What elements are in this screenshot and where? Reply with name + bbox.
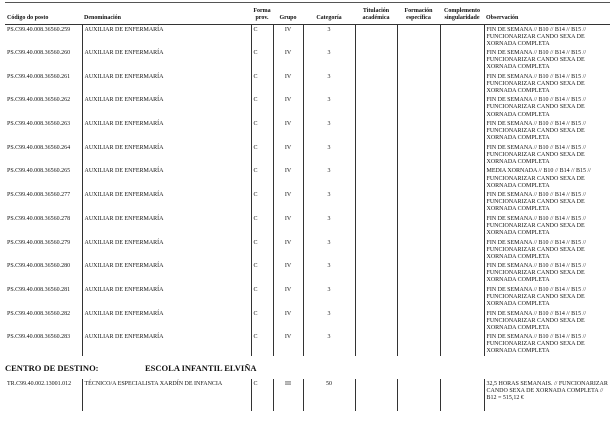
cell-categoria: 3 [303, 24, 355, 48]
cell-position-code: PS.C99.40.008.36560.280 [7, 263, 71, 270]
table-row [5, 238, 610, 262]
table-row [5, 24, 610, 48]
cell-formacion [397, 143, 440, 167]
cell-forma-prov: C [251, 285, 273, 309]
table-row [5, 48, 610, 72]
cell-categoria: 3 [303, 332, 355, 356]
cell-categoria: 50 [303, 379, 355, 411]
cell-complemento [440, 72, 484, 96]
header-categoria: Categoría [303, 7, 355, 24]
cell-forma-prov: C [251, 143, 273, 167]
header-grupo: Grupo [273, 7, 303, 24]
table-row [5, 119, 610, 143]
cell-complemento [440, 24, 484, 48]
cell-forma-prov: C [251, 166, 273, 190]
cell-complemento [440, 285, 484, 309]
cell-forma-prov: C [251, 95, 273, 119]
table-row [5, 72, 610, 96]
cell-titulacion [355, 309, 397, 333]
table-row [5, 95, 610, 119]
cell-complemento [440, 190, 484, 214]
cell-grupo: IV [273, 309, 303, 333]
cell-complemento [440, 143, 484, 167]
cell-forma-prov: C [251, 332, 273, 356]
cell-categoria: 3 [303, 48, 355, 72]
cell-formacion [397, 332, 440, 356]
cell-forma-prov: C [251, 238, 273, 262]
cell-titulacion [355, 119, 397, 143]
header-formacion-line1: Formación [404, 8, 433, 14]
cell-position-code: PS.C99.40.008.36560.282 [7, 310, 71, 317]
cell-position-code: PS.C99.40.008.36560.265 [7, 168, 71, 175]
cell-complemento [440, 48, 484, 72]
cell-denomination: AUXILIAR DE ENFERMARÍA [82, 285, 251, 309]
cell-grupo: IV [273, 119, 303, 143]
cell-denomination: AUXILIAR DE ENFERMARÍA [82, 119, 251, 143]
header-complemento-line1: Complemento [444, 8, 480, 14]
cell-forma-prov: C [251, 119, 273, 143]
cell-grupo: IV [273, 95, 303, 119]
cell-grupo: IV [273, 190, 303, 214]
cell-categoria: 3 [303, 238, 355, 262]
cell-categoria: 3 [303, 309, 355, 333]
cell-observacion: FIN DE SEMANA // B10 // B14 // B15 // FUNCIONARIZAR CANDO SEXA DE XORNADA COMPLETA [484, 119, 610, 143]
cell-titulacion [355, 214, 397, 238]
cell-observacion: 32,5 HORAS SEMANAIS. // FUNCIONARIZAR CANDO SEXA DE XORNADA COMPLETA // B12 = 515,12 € [484, 379, 610, 411]
cell-titulacion [355, 166, 397, 190]
cell-observacion: FIN DE SEMANA // B10 // B14 // B15 // FUNCIONARIZAR CANDO SEXA DE XORNADA COMPLETA [484, 214, 610, 238]
cell-denomination: AUXILIAR DE ENFERMARÍA [82, 166, 251, 190]
cell-position-code: PS.C99.40.008.36560.264 [7, 144, 71, 151]
cell-denomination: AUXILIAR DE ENFERMARÍA [82, 95, 251, 119]
table-row [5, 190, 610, 214]
header-forma-line1: Forma [253, 8, 271, 14]
cell-forma-prov: C [251, 48, 273, 72]
cell-categoria: 3 [303, 261, 355, 285]
cell-formacion [397, 72, 440, 96]
cell-titulacion [355, 238, 397, 262]
cell-position-code: PS.C99.40.008.36560.260 [7, 50, 71, 57]
cell-denomination: AUXILIAR DE ENFERMARÍA [82, 261, 251, 285]
cell-forma-prov: C [251, 214, 273, 238]
cell-forma-prov: C [251, 379, 273, 411]
cell-grupo: IV [273, 72, 303, 96]
positions-table [5, 7, 610, 356]
cell-denomination: AUXILIAR DE ENFERMARÍA [82, 24, 251, 48]
cell-grupo: IV [273, 166, 303, 190]
cell-formacion [397, 24, 440, 48]
cell-formacion [397, 309, 440, 333]
cell-position-code: PS.C99.40.008.36560.262 [7, 97, 71, 104]
cell-observacion: FIN DE SEMANA // B10 // B14 // B15 // FUNCIONARIZAR CANDO SEXA DE XORNADA COMPLETA [484, 238, 610, 262]
header-denominacion: Denominación [82, 7, 251, 24]
table-row [5, 332, 610, 356]
cell-complemento [440, 238, 484, 262]
cell-forma-prov: C [251, 309, 273, 333]
cell-formacion [397, 214, 440, 238]
cell-formacion [397, 379, 440, 411]
cell-titulacion [355, 379, 397, 411]
header-codigo: Código do posto [5, 7, 82, 24]
cell-titulacion [355, 24, 397, 48]
cell-complemento [440, 379, 484, 411]
cell-position-code: PS.C99.40.008.36560.279 [7, 239, 71, 246]
header-formacion-line2: específica [406, 14, 431, 21]
cell-formacion [397, 48, 440, 72]
cell-formacion [397, 166, 440, 190]
cell-categoria: 3 [303, 119, 355, 143]
cell-grupo: III [273, 379, 303, 411]
cell-complemento [440, 214, 484, 238]
cell-observacion: FIN DE SEMANA // B10 // B14 // B15 // FUNCIONARIZAR CANDO SEXA DE XORNADA COMPLETA [484, 261, 610, 285]
top-border-line [5, 2, 610, 3]
cell-complemento [440, 309, 484, 333]
cell-categoria: 3 [303, 166, 355, 190]
cell-forma-prov: C [251, 190, 273, 214]
cell-titulacion [355, 285, 397, 309]
table-row [5, 261, 610, 285]
cell-titulacion [355, 72, 397, 96]
cell-grupo: IV [273, 214, 303, 238]
cell-titulacion [355, 261, 397, 285]
cell-forma-prov: C [251, 72, 273, 96]
cell-grupo: IV [273, 238, 303, 262]
cell-grupo: IV [273, 332, 303, 356]
centro-row [5, 379, 610, 411]
cell-observacion: FIN DE SEMANA // B10 // B14 // B15 // FUNCIONARIZAR CANDO SEXA DE XORNADA COMPLETA [484, 285, 610, 309]
cell-categoria: 3 [303, 285, 355, 309]
cell-observacion: FIN DE SEMANA // B10 // B14 // B15 // FUNCIONARIZAR CANDO SEXA DE XORNADA COMPLETA [484, 332, 610, 356]
cell-position-code: PS.C99.40.008.36560.263 [7, 121, 71, 128]
centro-table [5, 379, 610, 411]
cell-denomination: AUXILIAR DE ENFERMARÍA [82, 238, 251, 262]
header-complemento [440, 7, 484, 24]
cell-denomination: AUXILIAR DE ENFERMARÍA [82, 190, 251, 214]
cell-categoria: 3 [303, 72, 355, 96]
centro-destino-name: ESCOLA INFANTIL ELVIÑA [145, 362, 257, 373]
cell-observacion: FIN DE SEMANA // B10 // B14 // B15 // FUNCIONARIZAR CANDO SEXA DE XORNADA COMPLETA [484, 309, 610, 333]
cell-observacion: FIN DE SEMANA // B10 // B14 // B15 // FUNCIONARIZAR CANDO SEXA DE XORNADA COMPLETA [484, 48, 610, 72]
cell-denomination: AUXILIAR DE ENFERMARÍA [82, 143, 251, 167]
cell-position-code: PS.C99.40.008.36560.283 [7, 334, 71, 341]
cell-observacion: FIN DE SEMANA // B10 // B14 // B15 // FUNCIONARIZAR CANDO SEXA DE XORNADA COMPLETA [484, 72, 610, 96]
cell-denomination: AUXILIAR DE ENFERMARÍA [82, 214, 251, 238]
cell-titulacion [355, 95, 397, 119]
cell-position-code: PS.C99.40.008.36560.261 [7, 73, 71, 80]
cell-position-code: TR.C99.40.002.13001.012 [7, 380, 72, 387]
cell-position-code: PS.C99.40.008.36560.278 [7, 215, 71, 222]
cell-categoria: 3 [303, 190, 355, 214]
cell-grupo: IV [273, 143, 303, 167]
table-row [5, 214, 610, 238]
cell-observacion: FIN DE SEMANA // B10 // B14 // B15 // FUNCIONARIZAR CANDO SEXA DE XORNADA COMPLETA [484, 143, 610, 167]
cell-formacion [397, 261, 440, 285]
cell-denomination: AUXILIAR DE ENFERMARÍA [82, 309, 251, 333]
table-row [5, 143, 610, 167]
cell-complemento [440, 332, 484, 356]
positions-tbody [5, 24, 610, 356]
header-observacion: Observación [484, 7, 610, 24]
cell-formacion [397, 119, 440, 143]
header-forma-prov [251, 7, 273, 24]
cell-titulacion [355, 48, 397, 72]
header-titulacion [355, 7, 397, 24]
cell-titulacion [355, 143, 397, 167]
cell-grupo: IV [273, 24, 303, 48]
cell-observacion: FIN DE SEMANA // B10 // B14 // B15 // FUNCIONARIZAR CANDO SEXA DE XORNADA COMPLETA [484, 190, 610, 214]
cell-formacion [397, 238, 440, 262]
cell-denomination: TÉCNICO/A ESPECIALISTA XARDÍN DE INFANCIA [82, 379, 251, 411]
cell-grupo: IV [273, 285, 303, 309]
cell-denomination: AUXILIAR DE ENFERMARÍA [82, 332, 251, 356]
cell-grupo: IV [273, 261, 303, 285]
cell-titulacion [355, 190, 397, 214]
cell-position-code: PS.C99.40.008.36560.281 [7, 286, 71, 293]
cell-observacion: FIN DE SEMANA // B10 // B14 // B15 // FUNCIONARIZAR CANDO SEXA DE XORNADA COMPLETA [484, 95, 610, 119]
cell-complemento [440, 261, 484, 285]
cell-complemento [440, 119, 484, 143]
cell-complemento [440, 166, 484, 190]
cell-complemento [440, 95, 484, 119]
cell-position-code: PS.C99.40.008.36560.277 [7, 192, 71, 199]
table-row [5, 285, 610, 309]
header-titulacion-line1: Titulación [362, 8, 390, 14]
cell-categoria: 3 [303, 143, 355, 167]
cell-titulacion [355, 332, 397, 356]
cell-categoria: 3 [303, 95, 355, 119]
cell-forma-prov: C [251, 24, 273, 48]
cell-formacion [397, 285, 440, 309]
cell-position-code: PS.C99.40.008.36560.259 [7, 26, 71, 33]
header-complemento-line2: singularidade [444, 14, 480, 21]
cell-observacion: FIN DE SEMANA // B10 // B14 // B15 // FUNCIONARIZAR CANDO SEXA DE XORNADA COMPLETA [484, 24, 610, 48]
cell-grupo: IV [273, 48, 303, 72]
table-row [5, 166, 610, 190]
cell-denomination: AUXILIAR DE ENFERMARÍA [82, 72, 251, 96]
cell-formacion [397, 190, 440, 214]
table-row [5, 309, 610, 333]
header-titulacion-line2: académica [362, 14, 390, 21]
centro-de-destino-line [5, 363, 610, 375]
centro-destino-label: CENTRO DE DESTINO: [5, 362, 99, 373]
cell-observacion: MEDIA XORNADA // B10 // B14 // B15 // FUNCIONARIZAR CANDO SEXA DE XORNADA COMPLETA [484, 166, 610, 190]
cell-denomination: AUXILIAR DE ENFERMARÍA [82, 48, 251, 72]
cell-categoria: 3 [303, 214, 355, 238]
table-header [5, 7, 610, 24]
header-formacion [397, 7, 440, 24]
cell-formacion [397, 95, 440, 119]
cell-forma-prov: C [251, 261, 273, 285]
header-forma-line2: prov. [255, 14, 269, 21]
